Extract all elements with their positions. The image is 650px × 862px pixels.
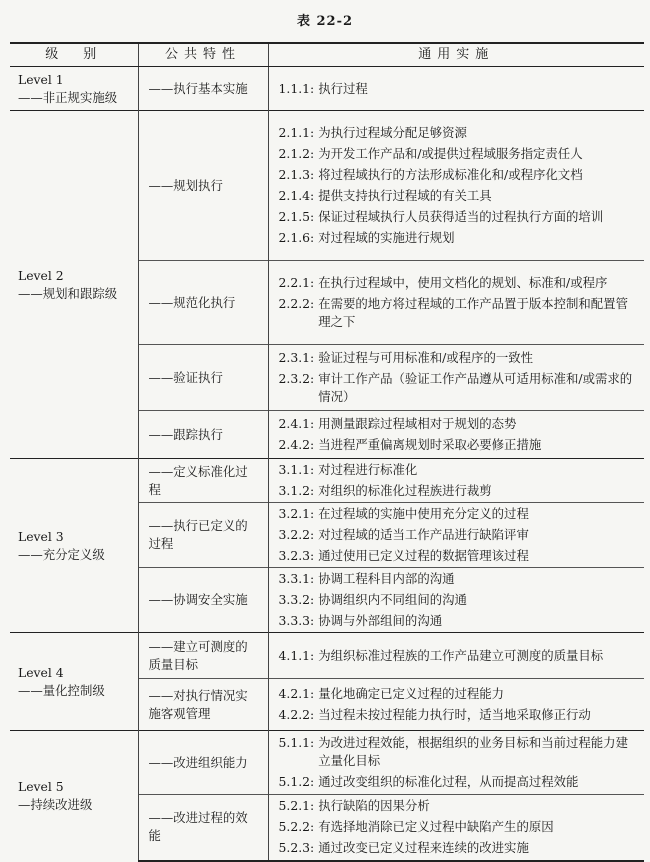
practice-id: 5.2.3: bbox=[278, 840, 315, 856]
common-feature-cell: ——改进过程的效能 bbox=[138, 795, 268, 861]
practice-item bbox=[279, 818, 641, 836]
level-cell bbox=[10, 731, 138, 861]
level-cell bbox=[10, 111, 138, 459]
practice-item bbox=[279, 570, 641, 588]
practice-item bbox=[279, 482, 641, 500]
practice-text: 用测量跟踪过程域相对于规划的态势 bbox=[318, 416, 517, 431]
practice-text: 对过程域的实施进行规划 bbox=[318, 230, 455, 245]
practice-item bbox=[279, 436, 641, 454]
practice-item bbox=[279, 591, 641, 609]
practice-id: 2.3.2: bbox=[278, 371, 315, 386]
common-feature-cell: ——执行已定义的过程 bbox=[138, 503, 268, 568]
practice-item bbox=[279, 124, 641, 142]
generic-practice-cell bbox=[268, 111, 644, 261]
practice-id: 2.4.1: bbox=[278, 416, 315, 431]
practice-item bbox=[279, 80, 641, 98]
practice-item bbox=[279, 505, 641, 523]
practice-id: 2.1.3: bbox=[278, 167, 315, 182]
practice-text: 为执行过程域分配足够资源 bbox=[318, 125, 467, 140]
common-feature-cell: ——跟踪执行 bbox=[138, 411, 268, 459]
practice-id: 2.3.1: bbox=[278, 350, 315, 365]
generic-practice-cell bbox=[268, 795, 644, 861]
level-name: Level 5 bbox=[18, 778, 64, 794]
level-cell bbox=[10, 67, 138, 111]
generic-practice-cell bbox=[268, 67, 644, 111]
level-name: Level 3 bbox=[18, 528, 64, 544]
header-practice: 通用实施 bbox=[268, 43, 644, 67]
practice-item bbox=[279, 706, 641, 724]
practice-id: 3.2.2: bbox=[278, 527, 315, 542]
practice-text: 在执行过程域中，使用文档化的规划、标准和/或程序 bbox=[318, 275, 608, 290]
level-name: Level 2 bbox=[18, 267, 64, 283]
practice-item bbox=[279, 349, 641, 367]
generic-practice-cell bbox=[268, 731, 644, 795]
practice-item bbox=[279, 797, 641, 815]
practice-id: 3.3.2: bbox=[278, 592, 315, 607]
practice-text: 对组织的标准化过程族进行裁剪 bbox=[318, 483, 492, 498]
practice-id: 2.1.4: bbox=[278, 188, 315, 203]
generic-practice-cell bbox=[268, 459, 644, 503]
practice-id: 3.1.1: bbox=[278, 462, 315, 477]
practice-item bbox=[279, 145, 641, 163]
generic-practice-cell bbox=[268, 411, 644, 459]
practice-text: 审计工作产品（验证工作产品遵从可适用标准和/或需求的情况） bbox=[318, 371, 633, 404]
common-feature-cell: ——协调安全实施 bbox=[138, 568, 268, 633]
level-cell bbox=[10, 633, 138, 731]
practice-text: 保证过程域执行人员获得适当的过程执行方面的培训 bbox=[318, 209, 604, 224]
practice-item bbox=[279, 229, 641, 247]
practice-text: 为组织标准过程族的工作产品建立可测度的质量目标 bbox=[318, 647, 604, 663]
generic-practice-cell bbox=[268, 633, 644, 679]
practice-text: 协调与外部组间的沟通 bbox=[318, 613, 443, 628]
generic-practice-cell bbox=[268, 261, 644, 345]
practice-text: 为开发工作产品和/或提供过程域服务指定责任人 bbox=[318, 146, 583, 161]
practice-id: 3.3.1: bbox=[278, 571, 315, 586]
practice-id: 3.3.3: bbox=[278, 613, 315, 628]
table-row bbox=[10, 67, 644, 111]
table-row bbox=[10, 459, 644, 503]
practice-id: 2.1.5: bbox=[278, 209, 315, 224]
practice-id: 3.1.2: bbox=[278, 483, 315, 498]
practice-text: 对过程域的适当工作产品进行缺陷评审 bbox=[318, 527, 529, 542]
table-row bbox=[10, 633, 644, 679]
practice-text: 有选择地消除已定义过程中缺陷产生的原因 bbox=[318, 819, 554, 835]
table-row bbox=[10, 111, 644, 261]
header-feature: 公共特性 bbox=[138, 43, 268, 67]
practice-text: 执行缺陷的因果分析 bbox=[318, 798, 430, 814]
level-name: Level 4 bbox=[18, 664, 64, 680]
practice-id: 5.1.1: bbox=[278, 735, 315, 750]
practice-id: 1.1.1: bbox=[278, 80, 315, 96]
generic-practice-cell bbox=[268, 679, 644, 731]
practice-text: 为改进过程效能，根据组织的业务目标和当前过程能力建立量化目标 bbox=[318, 735, 628, 768]
level-desc: ——规划和跟踪级 bbox=[18, 285, 118, 301]
practice-id: 2.1.6: bbox=[278, 230, 315, 245]
practice-text: 协调组织内不同组间的沟通 bbox=[318, 592, 467, 607]
practice-text: 提供支持执行过程域的有关工具 bbox=[318, 188, 492, 203]
practice-text: 协调工程科目内部的沟通 bbox=[318, 571, 455, 586]
practice-text: 将过程域执行的方法形成标准化和/或程序化文档 bbox=[318, 167, 583, 182]
table-header-row bbox=[10, 43, 644, 67]
practice-id: 4.2.1: bbox=[278, 686, 315, 701]
practice-text: 在需要的地方将过程域的工作产品置于版本控制和配置管理之下 bbox=[318, 296, 628, 329]
generic-practice-cell bbox=[268, 345, 644, 411]
level-desc: ——非正规实施级 bbox=[18, 89, 118, 105]
practice-item bbox=[279, 547, 641, 565]
header-level: 级 别 bbox=[10, 43, 138, 67]
practice-text: 当进程严重偏离规划时采取必要修正措施 bbox=[318, 437, 542, 452]
practice-item bbox=[279, 734, 641, 770]
level-desc: —持续改进级 bbox=[18, 796, 93, 812]
practice-id: 5.2.2: bbox=[278, 819, 315, 835]
practice-text: 通过改变组织的标准化过程，从而提高过程效能 bbox=[318, 774, 579, 789]
practice-id: 5.2.1: bbox=[278, 798, 315, 814]
level-desc: ——充分定义级 bbox=[18, 546, 105, 562]
practice-item bbox=[279, 647, 641, 665]
practice-id: 2.2.1: bbox=[278, 275, 315, 290]
practice-text: 量化地确定已定义过程的过程能力 bbox=[318, 686, 505, 701]
generic-practice-cell bbox=[268, 568, 644, 633]
practice-text: 执行过程 bbox=[318, 80, 368, 96]
ssecmm-levels-table bbox=[10, 42, 644, 862]
practice-item bbox=[279, 685, 641, 703]
practice-item bbox=[279, 526, 641, 544]
common-feature-cell: ——定义标准化过程 bbox=[138, 459, 268, 503]
practice-id: 2.1.2: bbox=[278, 146, 315, 161]
practice-id: 2.2.2: bbox=[278, 296, 315, 311]
common-feature-cell: ——规范化执行 bbox=[138, 261, 268, 345]
level-desc: ——量化控制级 bbox=[18, 682, 105, 698]
level-name: Level 1 bbox=[18, 71, 64, 87]
practice-item bbox=[279, 612, 641, 630]
generic-practice-cell bbox=[268, 503, 644, 568]
practice-item bbox=[279, 839, 641, 857]
practice-text: 验证过程与可用标准和/或程序的一致性 bbox=[318, 350, 534, 365]
common-feature-cell: ——执行基本实施 bbox=[138, 67, 268, 111]
common-feature-cell: ——改进组织能力 bbox=[138, 731, 268, 795]
practice-id: 2.1.1: bbox=[278, 125, 315, 140]
common-feature-cell: ——建立可测度的质量目标 bbox=[138, 633, 268, 679]
practice-id: 3.2.1: bbox=[278, 506, 315, 521]
table-row bbox=[10, 731, 644, 795]
practice-text: 在过程域的实施中使用充分定义的过程 bbox=[318, 506, 529, 521]
practice-id: 5.1.2: bbox=[278, 774, 315, 789]
practice-id: 3.2.3: bbox=[278, 548, 315, 563]
common-feature-cell: ——对执行情况实施客观管理 bbox=[138, 679, 268, 731]
practice-text: 对过程进行标准化 bbox=[318, 462, 418, 477]
practice-text: 通过改变已定义过程来连续的改进实施 bbox=[318, 840, 529, 856]
practice-item bbox=[279, 370, 641, 406]
practice-item bbox=[279, 166, 641, 184]
table-body bbox=[10, 67, 644, 861]
level-cell bbox=[10, 459, 138, 633]
practice-id: 2.4.2: bbox=[278, 437, 315, 452]
practice-item bbox=[279, 187, 641, 205]
common-feature-cell: ——规划执行 bbox=[138, 111, 268, 261]
practice-item bbox=[279, 415, 641, 433]
table-caption: 表 22-2 bbox=[296, 14, 354, 29]
practice-item bbox=[279, 208, 641, 226]
practice-text: 当过程未按过程能力执行时，适当地采取修正行动 bbox=[318, 707, 591, 722]
practice-item bbox=[279, 773, 641, 791]
practice-item bbox=[279, 295, 641, 331]
practice-item bbox=[279, 274, 641, 292]
practice-item bbox=[279, 461, 641, 479]
practice-id: 4.1.1: bbox=[278, 647, 315, 663]
practice-text: 通过使用已定义过程的数据管理该过程 bbox=[318, 548, 529, 563]
common-feature-cell: ——验证执行 bbox=[138, 345, 268, 411]
practice-id: 4.2.2: bbox=[278, 707, 315, 722]
